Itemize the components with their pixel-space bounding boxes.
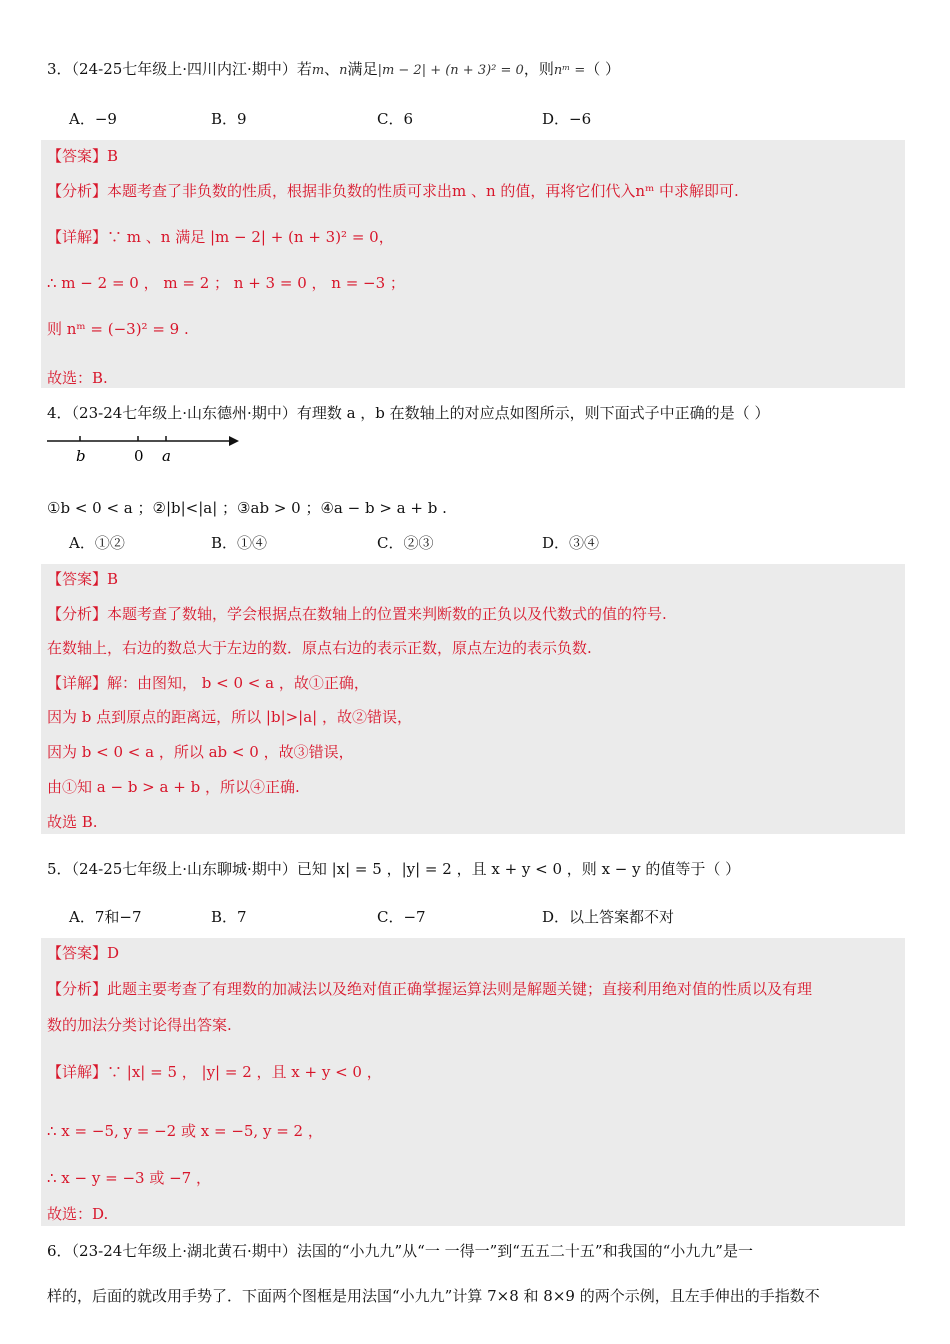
q3-answer: 【答案】B bbox=[47, 147, 119, 165]
q5-analysis-2: 数的加法分类讨论得出答案. bbox=[47, 1016, 232, 1034]
q3-option-d[interactable]: D．−6 bbox=[542, 110, 592, 128]
q3-var-n: n bbox=[339, 63, 348, 78]
q4-detail-3: 因为 b < 0 < a ，所以 ab < 0 ，故③错误， bbox=[47, 743, 354, 761]
axis-arrow bbox=[229, 436, 239, 446]
q3-detail-1: 【详解】∵ m 、n 满足 |m − 2| + (n + 3)² = 0， bbox=[47, 228, 394, 246]
q3-option-a[interactable]: A．−9 bbox=[69, 110, 117, 128]
q4-option-a[interactable]: A．①② bbox=[69, 534, 125, 552]
q4-items: ①b < 0 < a ；②|b|<|a| ；③ab > 0 ；④a − b > a + b . bbox=[47, 499, 447, 517]
q5-detail-2: ∴ x = −5, y = −2 或 x = −5, y = 2 ， bbox=[47, 1122, 323, 1140]
q5-analysis: 【分析】此题主要考查了有理数的加减法以及绝对值正确掌握运算法则是解题关键；直接利用绝对值的性质以及有理 bbox=[47, 980, 813, 998]
q3-var-m: m bbox=[311, 63, 325, 78]
q3-paren: （ ） bbox=[585, 60, 620, 78]
q3-detail-2: ∴ m − 2 = 0 ， m = 2 ； n + 3 = 0 ， n = −3 ； bbox=[47, 274, 405, 292]
q3-ask-expr: nᵐ = bbox=[553, 63, 586, 78]
axis-label-b: b bbox=[76, 447, 86, 465]
q4-number-line bbox=[47, 428, 247, 468]
q4-detail-2: 因为 b 点到原点的距离远，所以 |b|>|a| ，故②错误， bbox=[47, 708, 413, 726]
q4-choose: 故选 B. bbox=[47, 813, 98, 831]
q4-option-b[interactable]: B．①④ bbox=[211, 534, 268, 552]
q4-analysis: 【分析】本题考查了数轴，学会根据点在数轴上的位置来判断数的正负以及代数式的值的符号. bbox=[47, 605, 667, 623]
q4-option-c[interactable]: C．②③ bbox=[377, 534, 434, 552]
q3-option-c[interactable]: C．6 bbox=[377, 110, 414, 128]
q5-option-a[interactable]: A．7和−7 bbox=[69, 908, 142, 926]
q3-sep: 、 bbox=[324, 60, 340, 78]
q3-options bbox=[47, 108, 905, 130]
q4-option-d[interactable]: D．③④ bbox=[542, 534, 600, 552]
axis-label-0: 0 bbox=[134, 447, 144, 465]
q5-option-d[interactable]: D．以上答案都不对 bbox=[542, 908, 675, 926]
q4-options bbox=[47, 532, 905, 554]
q3-detail-3: 则 nᵐ = (−3)² = 9 . bbox=[47, 320, 189, 338]
q3-solution-box bbox=[41, 140, 905, 388]
q5-option-b[interactable]: B．7 bbox=[211, 908, 247, 926]
q5-choose: 故选：D. bbox=[47, 1205, 109, 1223]
q3-choose: 故选：B. bbox=[47, 369, 108, 387]
q5-options bbox=[47, 906, 905, 928]
q5-detail-1: 【详解】∵ |x| = 5 ， |y| = 2 ，且 x + y < 0 ， bbox=[47, 1063, 382, 1081]
q6-line-1: 6．（23-24七年级上·湖北黄石·期中）法国的“小九九”从“一 一得一”到“五五二十五”和我国的“小九九”是一 bbox=[47, 1242, 753, 1260]
q3-cond-expr: |m − 2| + (n + 3)² = 0 bbox=[377, 63, 524, 78]
q4-detail-1: 【详解】解：由图知， b < 0 < a ，故①正确， bbox=[47, 674, 369, 692]
q4-detail-4: 由①知 a − b > a + b ，所以④正确. bbox=[47, 778, 300, 796]
q5-option-c[interactable]: C．−7 bbox=[377, 908, 426, 926]
q4-answer: 【答案】B bbox=[47, 570, 119, 588]
q3-then-word: ，则 bbox=[523, 60, 554, 78]
q3-stem-text: 3．（24-25七年级上·四川内江·期中）若 bbox=[47, 60, 312, 78]
q3-analysis: 【分析】本题考查了非负数的性质，根据非负数的性质可求出m 、n 的值，再将它们代入nᵐ 中求解即可. bbox=[47, 182, 739, 200]
q3-option-b[interactable]: B．9 bbox=[211, 110, 247, 128]
q4-analysis-2: 在数轴上，右边的数总大于左边的数．原点右边的表示正数，原点左边的表示负数. bbox=[47, 639, 592, 657]
q3-cond-word: 满足 bbox=[347, 60, 378, 78]
q5-answer: 【答案】D bbox=[47, 944, 120, 962]
q5-detail-3: ∴ x − y = −3 或 −7 ， bbox=[47, 1169, 211, 1187]
q5-stem: 5．（24-25七年级上·山东聊城·期中）已知 |x| = 5 ，|y| = 2 ，且 x + y < 0 ，则 x − y 的值等于（ ） bbox=[47, 860, 741, 878]
q4-stem: 4．（23-24七年级上·山东德州·期中）有理数 a ，b 在数轴上的对应点如图所示，则下面式子中正确的是（ ） bbox=[47, 404, 770, 422]
q3-stem bbox=[47, 58, 905, 82]
axis-label-a: a bbox=[162, 447, 171, 465]
q6-line-2: 样的，后面的就改用手势了．下面两个图框是用法国“小九九”计算 7×8 和 8×9 的两个示例，且左手伸出的手指数不 bbox=[47, 1287, 820, 1305]
